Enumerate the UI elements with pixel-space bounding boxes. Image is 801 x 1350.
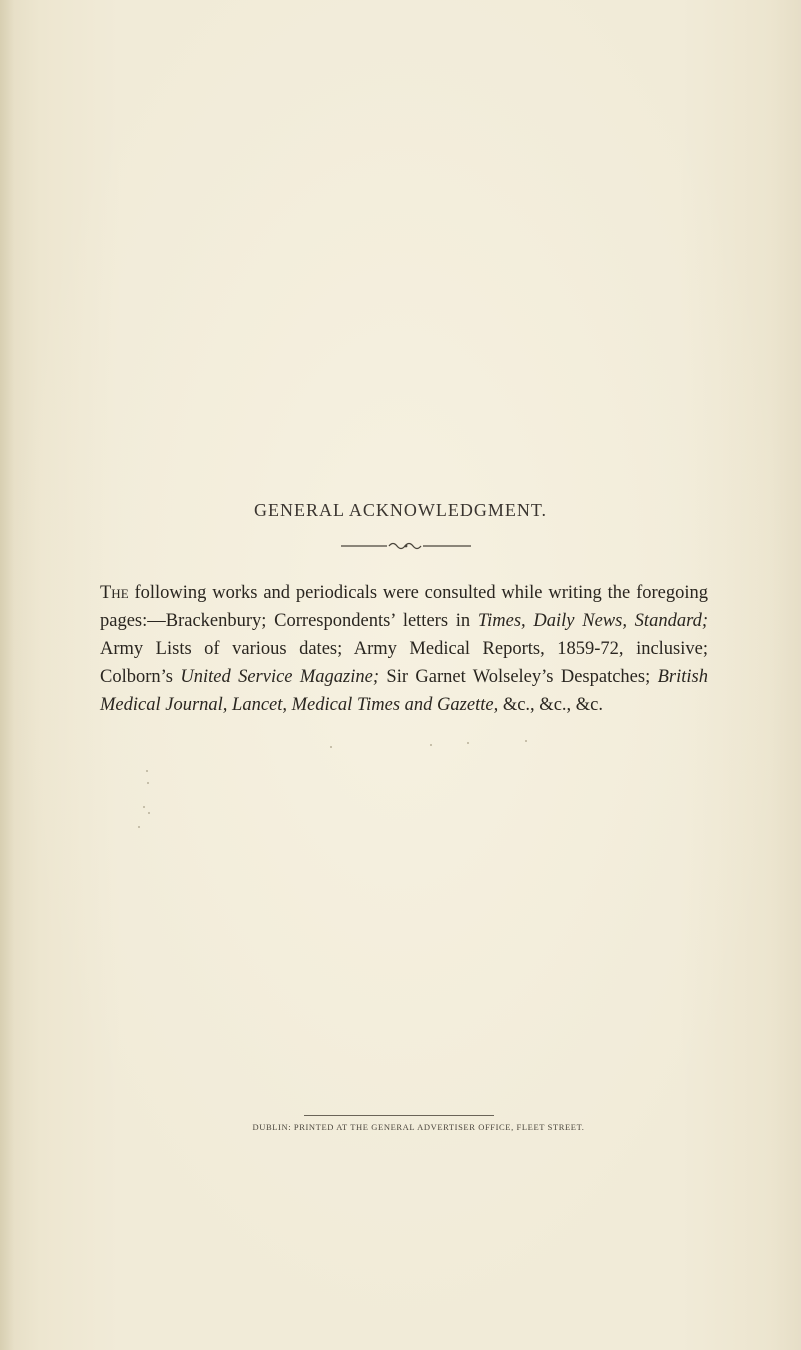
paragraph-italic-3: British Medical Journal, Lancet, Medical Times and Gazette, <box>100 666 708 715</box>
page-edge-shadow <box>0 0 14 1350</box>
paper-speck <box>138 826 140 828</box>
paper-speck <box>143 806 145 808</box>
paragraph-text-1: following works and periodicals were consulted while writing the foregoing pages:—Brackenbury; Correspondents’ letters in <box>100 582 708 631</box>
footer-rule <box>304 1115 494 1116</box>
paragraph-italic-2: United Service Magazine; <box>180 666 380 687</box>
paper-speck <box>148 812 150 814</box>
paper-speck <box>525 740 527 742</box>
printer-imprint: DUBLIN: PRINTED AT THE GENERAL ADVERTISER OFFICE, FLEET STREET. <box>252 1122 585 1132</box>
paper-speck <box>330 746 332 748</box>
paragraph-text-4: &c., &c., &c. <box>498 694 604 715</box>
page-heading: GENERAL ACKNOWLEDGMENT. <box>254 500 547 520</box>
paragraph-text-2: Army Lists of various dates; Army Medical Reports, 1859-72, inclusive; Colborn’s <box>100 638 708 687</box>
paper-speck <box>146 770 148 772</box>
lead-in-small-caps: The <box>100 582 129 603</box>
paragraph-text-3: Sir Garnet Wolseley’s Despatches; <box>379 666 658 687</box>
acknowledgment-paragraph <box>100 579 708 719</box>
paper-speck <box>430 744 432 746</box>
paragraph-italic-1: Times, Daily News, Standard; <box>477 610 708 631</box>
paper-speck <box>467 742 469 744</box>
paper-speck <box>147 782 149 784</box>
ornament-divider-icon <box>339 540 473 552</box>
